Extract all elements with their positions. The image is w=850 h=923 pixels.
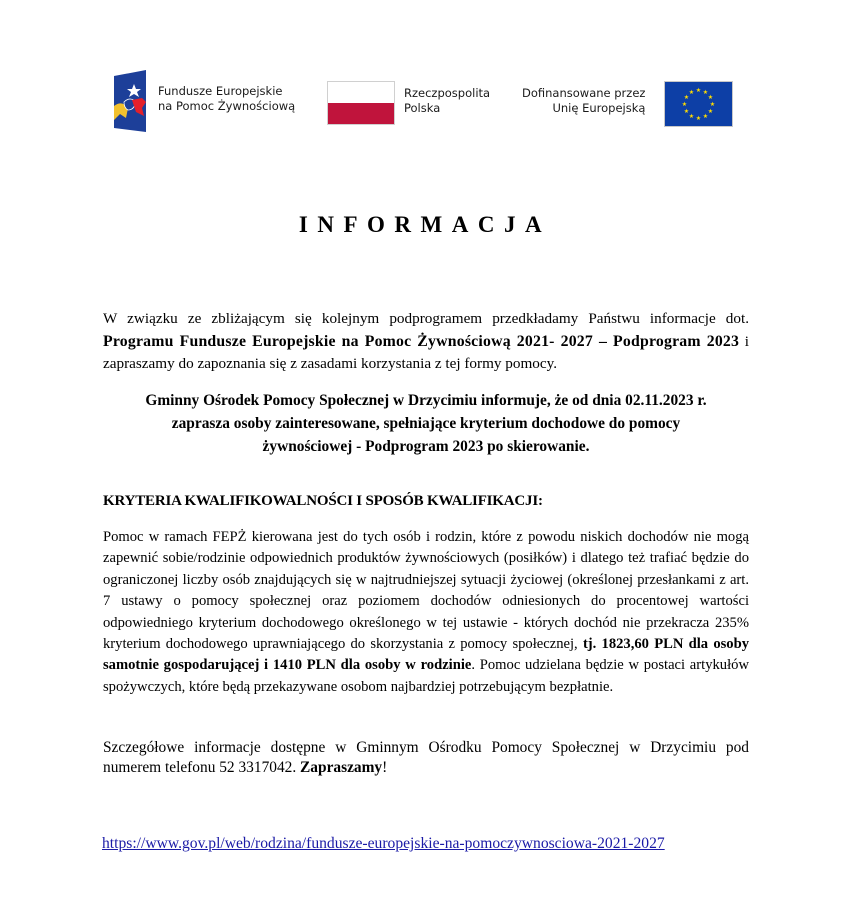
poland-logo-text: Rzeczpospolita Polska	[404, 86, 491, 115]
svg-text:★: ★	[681, 101, 688, 108]
polish-flag-icon	[327, 81, 395, 125]
svg-text:★: ★	[707, 94, 714, 101]
logos-header	[112, 70, 737, 134]
program-name: Programu Fundusze Europejskie na Pomoc Żywnościową 2021- 2027 – Podprogram 2023	[103, 332, 740, 350]
svg-text:★: ★	[688, 113, 695, 120]
svg-text:★: ★	[702, 89, 709, 96]
fepz-logo-text: Fundusze Europejskie na Pomoc Żywnościową	[158, 84, 296, 113]
intro-paragraph: W związku ze zbliżającym się kolejnym podprogramem przedkładamy Państwu informacje dot. Programu Fundusze Europejskie na Pomoc Żywnościową 2021- 2027 – Podprogram 2023 i zapraszamy do zapoznania się z zasadami korzystania z tej formy pomocy.	[103, 310, 749, 372]
svg-text:★: ★	[695, 115, 702, 122]
eu-logo-text: Dofinansowane przez Unię Europejską	[522, 86, 646, 115]
eu-flag-icon	[664, 81, 733, 127]
gov-program-link[interactable]: https://www.gov.pl/web/rodzina/fundusze-europejskie-na-pomoczywnosciowa-2021-2027	[102, 835, 665, 852]
svg-text:★: ★	[707, 108, 714, 115]
criteria-heading: KRYTERIA KWALIFIKOWALNOŚCI I SPOSÓB KWALIFIKACJI:	[103, 493, 543, 509]
svg-text:★: ★	[702, 113, 709, 120]
svg-text:★: ★	[695, 87, 702, 94]
announcement-paragraph: Gminny Ośrodek Pomocy Społecznej w Drzycimiu informuje, że od dnia 02.11.2023 r. zaprasza osoby zainteresowane, spełniające kryterium dochodowe do pomocy żywnościowej - Podprogram 2023 po skierowanie.	[145, 392, 707, 455]
fepz-logo	[112, 70, 296, 132]
page-title: INFORMACJA	[298, 212, 552, 237]
criteria-paragraph: Pomoc w ramach FEPŻ kierowana jest do tych osób i rodzin, które z powodu niskich dochodów nie mogą zapewnić sobie/rodzinie odpowiednich produktów żywnościowych (posiłków) i dlatego też trafiać będzie do ograniczonej liczby osób znajdujących się w najtrudniejszej sytuacji życiowej (określonej przesłankami z art. 7 ustawy o pomocy społecznej oraz poziomem dochodów odniesionych do procentowej wartości odpowiedniego kryterium dochodowego określonego w tej ustawie - których dochód nie przekracza 235% kryterium dochodowego uprawniającego do skorzystania z pomocy społecznej, tj. 1823,60 PLN dla osoby samotnie gospodarującej i 1410 PLN dla osoby w rodzinie. Pomoc udzielana będzie w postaci artykułów spożywczych, które będą przekazywane osobom najbardziej potrzebującym bezpłatnie.	[103, 529, 750, 695]
fepz-flag-icon	[112, 70, 148, 132]
income-thresholds: tj. 1823,60 PLN dla osoby samotnie gospodarującej i 1410 PLN dla osoby w rodzinie	[103, 636, 750, 674]
svg-text:★: ★	[709, 101, 716, 108]
svg-text:★: ★	[683, 108, 690, 115]
contact-paragraph: Szczegółowe informacje dostępne w Gminnym Ośrodku Pomocy Społecznej w Drzycimiu pod numerem telefonu 52 3317042. Zapraszamy!	[103, 739, 749, 776]
svg-text:★: ★	[688, 89, 695, 96]
svg-text:★: ★	[683, 94, 690, 101]
